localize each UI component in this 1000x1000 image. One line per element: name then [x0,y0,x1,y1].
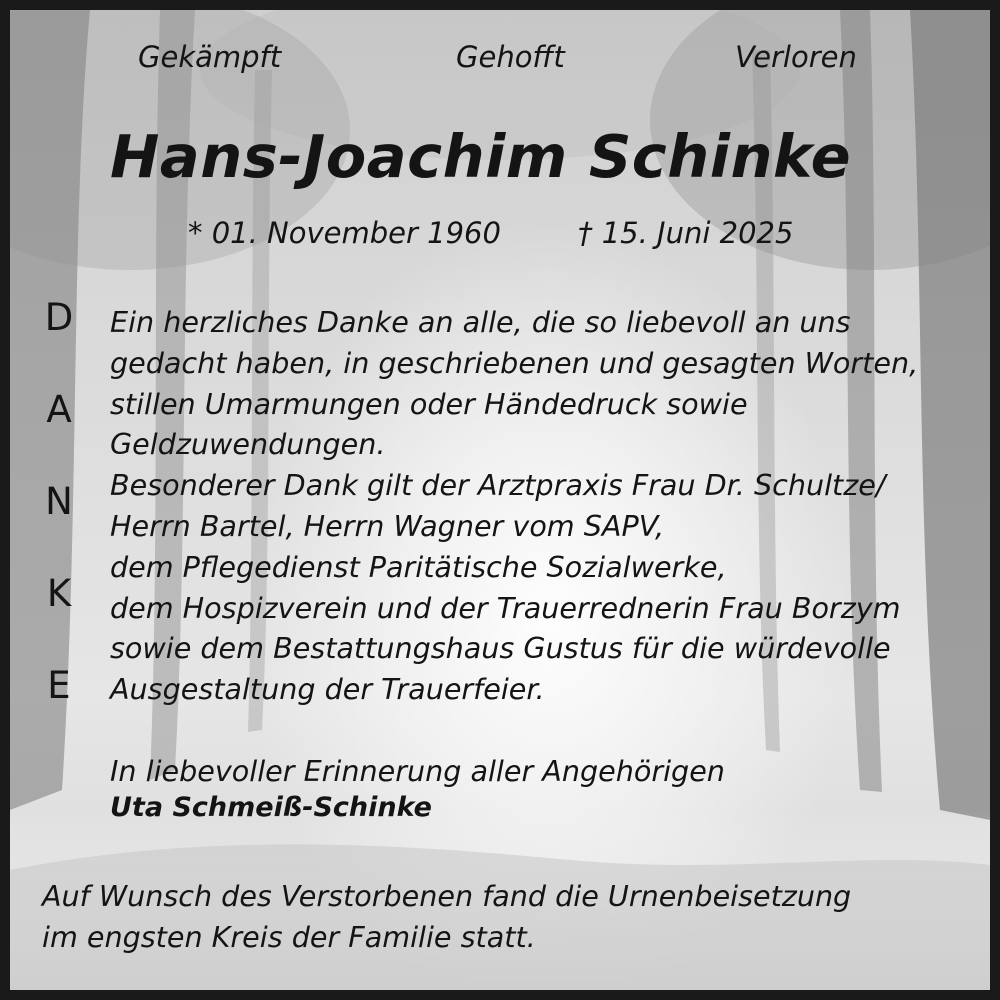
message-line: Geldzuwendungen. [110,427,386,462]
burial-note [42,876,851,958]
message-line: Besonderer Dank gilt der Arztpraxis Frau Dr. Schultze/ [110,468,886,503]
message-line: stillen Umarmungen oder Händedruck sowie [110,386,748,421]
header-word-hoped: Gehofft [456,40,565,74]
thank-you-message [110,302,980,710]
message-line: gedacht haben, in geschriebenen und gesagten Worten, [110,345,919,380]
signer-name: Uta Schmeiß-Schinke [110,792,432,823]
message-line: Ausgestaltung der Trauerfeier. [110,672,545,707]
remembrance-line: In liebevoller Erinnerung aller Angehörigen [110,754,725,788]
message-line: Ein herzliches Danke an alle, die so liebevoll an uns [110,305,851,339]
message-line: dem Pflegedienst Paritätische Sozialwerke, [110,549,727,584]
message-line: dem Hospizverein und der Trauerrednerin Frau Borzym [110,590,901,625]
message-line: Herrn Bartel, Herrn Wagner vom SAPV, [110,508,665,543]
deceased-name: Hans-Joachim Schinke [110,122,852,191]
note-line: im engsten Kreis der Familie statt. [42,920,536,954]
danke-letter: K [46,572,72,615]
danke-letter: N [45,480,73,523]
message-line: sowie dem Bestattungshaus Gustus für die würdevolle [110,631,891,666]
header-word-fought: Gekämpft [138,40,282,74]
obituary-card [10,10,990,990]
danke-letter: E [47,664,71,707]
death-date: † 15. Juni 2025 [578,216,794,250]
danke-letter: A [46,388,72,431]
birth-date: * 01. November 1960 [188,216,501,250]
note-line: Auf Wunsch des Verstorbenen fand die Urnenbeisetzung [42,879,852,913]
header-word-lost: Verloren [735,40,857,74]
danke-letter: D [44,296,74,339]
danke-vertical-word [37,296,81,756]
